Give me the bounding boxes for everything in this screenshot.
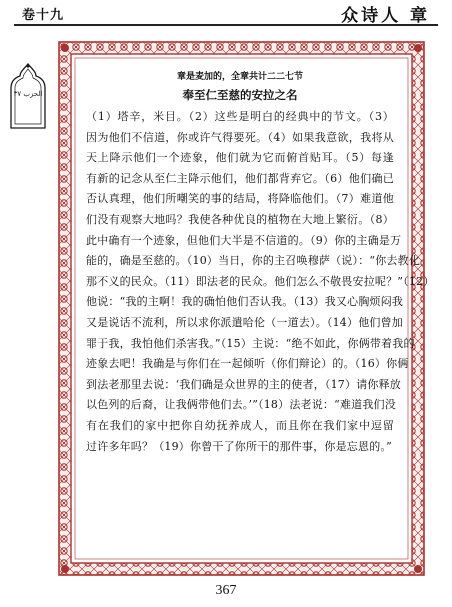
verse-line: 因为他们不信道，你或许气得要死。（4）如果我意欲，我将从 bbox=[86, 130, 394, 144]
verse-line: 此中确有一个迹象，但他们大半是不信道的。（9）你的主确是万 bbox=[86, 233, 402, 247]
verse-line: 到法老那里去说：‘我们确是众世界的主的使者，（17）请你释放 bbox=[86, 377, 401, 391]
verse-line: 过许多年吗？（19）你曾干了你所干的那件事，你是忘恩的。” bbox=[86, 439, 392, 453]
verse-line: 迹象去吧！我确是与你们在一起倾听（你们辩论）的。（16）你俩 bbox=[86, 357, 409, 371]
verse-line: 天上降示他们一个迹象，他们就为它而俯首贴耳。（5）每逢 bbox=[86, 151, 394, 165]
verse-line: 以色列的后裔，让我俩带他们去。’”（18）法老说：“难道我们没 bbox=[86, 398, 396, 412]
verse-line: 们没有观察大地吗？我使各种优良的植物在大地上繁衍。（8） bbox=[86, 212, 394, 226]
hizb-marker-text: الحزب ٣٧ bbox=[13, 90, 43, 98]
verse-line: 那不义的民众。（11）即法老的民众。他们怎么不敬畏安拉呢？”（12） bbox=[86, 274, 435, 288]
header-rule bbox=[14, 24, 438, 26]
verse-line: 罪于我，我怕他们杀害我。”（15）主说：“绝不如此，你俩带着我的 bbox=[86, 336, 415, 350]
verse-line: （1）塔辛，米目。（2）这些是明白的经典中的节文。（3） bbox=[86, 110, 394, 123]
header-juz-label: 卷十九 bbox=[22, 8, 65, 23]
verse-line: 能的，确是至慈的。（10）当日，你的主召唤穆萨（说）：“你去教化 bbox=[86, 254, 421, 268]
chapter-text-block bbox=[86, 70, 435, 560]
hizb-marker bbox=[9, 62, 47, 134]
verse-line: 又是说话不流利，所以求你派遣哈伦（一道去）。（14）他们曾加 bbox=[86, 315, 403, 329]
verse-line: 否认真理，他们所嘲笑的事的结局，将降临他们。（7）难道他 bbox=[86, 192, 394, 206]
chapter-meta: 章是麦加的，全章共计二二七节 bbox=[176, 72, 303, 82]
verse-line: 有新的记念从至仁主降示他们，他们都背弃它。（6）他们确已 bbox=[86, 171, 394, 185]
verse-line: 他说：“我的主啊！我的确怕他们否认我。（13）我又心胸烦闷我 bbox=[86, 295, 404, 309]
page-number: 367 bbox=[215, 583, 237, 598]
header-chapter-title: 众诗人 章 bbox=[341, 6, 430, 26]
basmala-heading: 奉至仁至慈的安拉之名 bbox=[182, 88, 298, 102]
verse-line: 有在我们的家中把你自幼抚养成人，而且你在我们家中逗留 bbox=[86, 418, 394, 432]
